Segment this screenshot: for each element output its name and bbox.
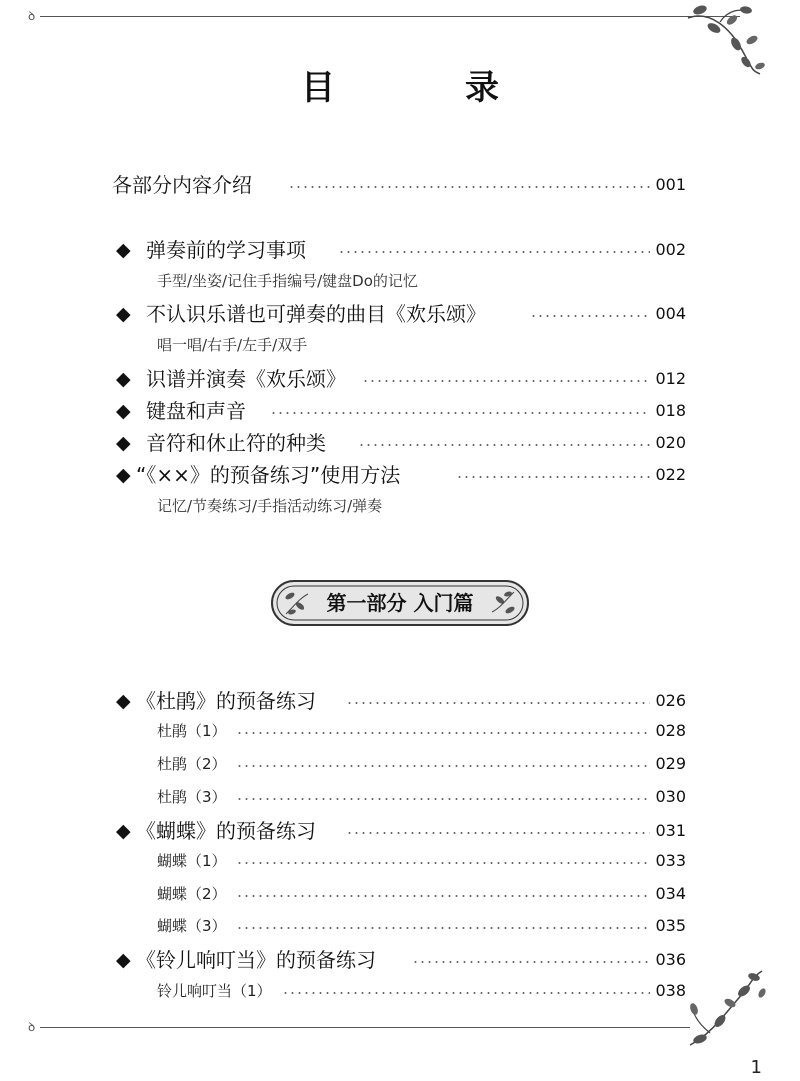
leader-dots [236,862,650,864]
toc-entry-label: 识谱并演奏《欢乐颂》 [146,367,346,391]
toc-subentry-page: 038 [655,981,686,1000]
leader-dots [456,476,650,478]
part-one-banner[interactable] [270,578,530,628]
leader-dots [236,732,650,734]
toc-subentry[interactable] [0,751,800,781]
toc-entry-label: 不认识乐谱也可弹奏的曲目《欢乐颂》 [146,302,486,326]
diamond-bullet-icon: ◆ [116,368,131,390]
toc-entry[interactable] [0,301,800,331]
toc-entry-page: 018 [655,401,686,420]
toc-entry-desc: 手型/坐姿/记住手指编号/键盘Do的记忆 [157,272,418,290]
toc-subentry-page: 028 [655,721,686,740]
leader-dots [346,832,650,834]
toc-entry-label: 键盘和声音 [146,399,246,423]
toc-entry[interactable] [0,366,800,396]
toc-intro-label: 各部分内容介绍 [112,173,252,197]
toc-subentry-label: 杜鹃（1） [157,722,227,740]
diamond-bullet-icon: ◆ [116,464,131,486]
toc-entry-page: 012 [655,369,686,388]
leader-dots [338,251,650,253]
toc-entry-page: 036 [655,950,686,969]
toc-entry-page: 026 [655,691,686,710]
page-title: 目 录 [301,68,547,108]
diamond-bullet-icon: ◆ [116,303,131,325]
toc-subentry-page: 029 [655,754,686,773]
diamond-bullet-icon: ◆ [116,432,131,454]
leader-dots [236,798,650,800]
diamond-bullet-icon: ◆ [116,820,131,842]
toc-entry-page: 022 [655,465,686,484]
toc-entry-label: “《××》的预备练习”使用方法 [136,463,401,487]
toc-entry[interactable] [0,398,800,428]
toc-entry-desc: 记忆/节奏练习/手指活动练习/弹奏 [157,497,383,515]
leader-dots [288,186,650,188]
diamond-bullet-icon: ◆ [116,400,131,422]
toc-entry-page: 020 [655,433,686,452]
leader-dots [236,765,650,767]
toc-subentry[interactable] [0,978,800,1008]
toc-subentry-label: 铃儿响叮当（1） [157,982,272,1000]
toc-intro-page: 001 [655,175,686,194]
toc-subentry-page: 030 [655,787,686,806]
toc-subentry[interactable] [0,848,800,878]
toc-entry-page: 002 [655,240,686,259]
leader-dots [412,961,650,963]
toc-subentry-label: 杜鹃（3） [157,788,227,806]
toc-subentry[interactable] [0,913,800,943]
diamond-bullet-icon: ◆ [116,239,131,261]
top-left-curl-icon: ꝺ [28,9,36,23]
leader-dots [346,702,650,704]
toc-entry-label: 《杜鹃》的预备练习 [136,689,316,713]
toc-entry[interactable] [0,947,800,977]
toc-entry[interactable] [0,818,800,848]
toc-entry[interactable] [0,237,800,267]
toc-intro-row[interactable] [0,172,800,202]
toc-entry-label: 《蝴蝶》的预备练习 [136,819,316,843]
top-frame-line [40,16,740,17]
toc-subentry-page: 035 [655,916,686,935]
toc-subentry-label: 蝴蝶（2） [157,885,227,903]
toc-entry-label: 弹奏前的学习事项 [146,238,306,262]
toc-subentry-label: 蝴蝶（1） [157,852,227,870]
leader-dots [358,444,650,446]
diamond-bullet-icon: ◆ [116,690,131,712]
leader-dots [270,412,650,414]
bottom-frame-line [40,1027,690,1028]
part-one-banner-label: 第一部分 入门篇 [326,591,474,615]
toc-entry[interactable] [0,430,800,460]
toc-entry[interactable] [0,688,800,718]
toc-entry-page: 004 [655,304,686,323]
leader-dots [236,927,650,929]
toc-entry[interactable] [0,462,800,492]
leader-dots [530,315,650,317]
leader-dots [362,380,650,382]
toc-entry-label: 音符和休止符的种类 [146,431,326,455]
leader-dots [282,992,650,994]
toc-entry-label: 《铃儿响叮当》的预备练习 [136,948,376,972]
toc-subentry[interactable] [0,881,800,911]
toc-subentry-label: 杜鹃（2） [157,755,227,773]
toc-subentry[interactable] [0,718,800,748]
toc-entry-page: 031 [655,821,686,840]
diamond-bullet-icon: ◆ [116,949,131,971]
toc-entry-desc: 唱一唱/右手/左手/双手 [157,336,308,354]
toc-subentry[interactable] [0,784,800,814]
page-number: 1 [750,1057,762,1078]
toc-subentry-page: 034 [655,884,686,903]
leader-dots [236,895,650,897]
toc-subentry-page: 033 [655,851,686,870]
bottom-left-curl-icon: ꝺ [28,1020,36,1034]
toc-subentry-label: 蝴蝶（3） [157,917,227,935]
